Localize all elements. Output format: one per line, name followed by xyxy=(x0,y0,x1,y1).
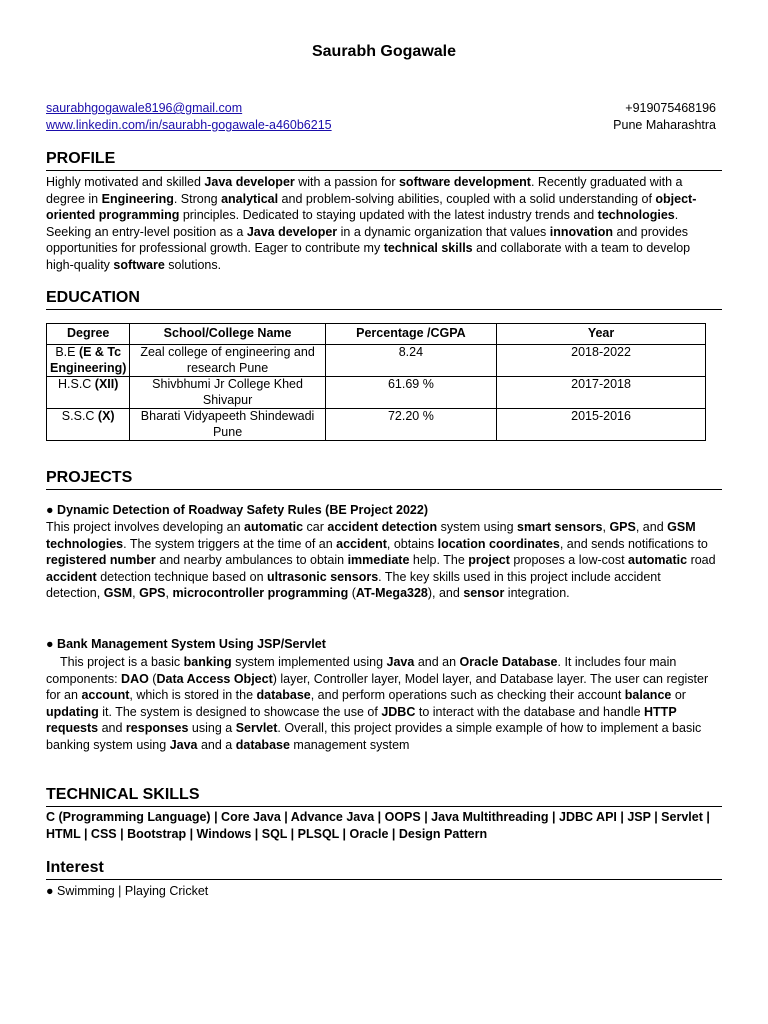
bold-text: Servlet xyxy=(235,721,278,736)
projects-heading: PROJECTS xyxy=(46,469,722,490)
project-name: Bank Management System Using JSP/Servlet xyxy=(57,637,326,651)
bold-text: database xyxy=(256,688,311,703)
table-row xyxy=(47,409,706,441)
bold-text: registered number xyxy=(46,553,156,568)
bold-text: GPS xyxy=(609,520,636,534)
bold-text: analytical xyxy=(221,191,279,206)
col-degree: Degree xyxy=(47,324,130,345)
bold-text: accident detection xyxy=(327,520,438,534)
project-name: Dynamic Detection of Roadway Safety Rules (BE Project 2022) xyxy=(57,503,428,517)
bold-text: accident xyxy=(46,569,97,584)
project-title xyxy=(46,503,428,517)
bold-text: Java developer xyxy=(204,175,295,189)
bold-text: automatic xyxy=(628,553,688,568)
degree-cell: B.E (E & Tc Engineering) xyxy=(47,345,130,377)
bold-text: JDBC xyxy=(381,704,416,719)
linkedin-link[interactable]: www.linkedin.com/in/saurabh-gogawale-a460b6215 xyxy=(46,118,332,132)
project-description: This project is a basic banking system implemented using Java and an Oracle Database. It includes four main components: DAO (Data Access Object) layer, Controller layer, Model layer, and Database layer. The user can register for an account, which is stored in the database, and perform operations such as checking their account balance or updating it. The system is designed to showcase the use of JDBC to interact with the database and handle HTTP requests and responses using a Servlet. Overall, this project provides a simple example of how to implement a basic banking system using Java and a database management system xyxy=(46,655,709,752)
year-cell: 2015-2016 xyxy=(497,409,706,441)
school-cell: Bharati Vidyapeeth Shindewadi Pune xyxy=(130,409,325,441)
interest-text: Swimming | Playing Cricket xyxy=(57,884,209,898)
bold-text: DAO xyxy=(121,671,149,686)
bold-text: (E & Tc Engineering) xyxy=(50,345,127,375)
bold-text: technologies xyxy=(597,208,675,223)
bold-text: Java xyxy=(386,655,415,669)
bold-text: object-oriented programming xyxy=(46,191,697,223)
bold-text: project xyxy=(468,553,510,568)
col-percentage: Percentage /CGPA xyxy=(325,324,496,345)
email-link[interactable]: saurabhgogawale8196@gmail.com xyxy=(46,101,243,115)
education-header-row xyxy=(47,324,706,345)
interest-heading: Interest xyxy=(46,859,722,880)
contact-info xyxy=(613,100,716,134)
score-cell: 72.20 % xyxy=(325,409,496,441)
score-cell: 61.69 % xyxy=(325,377,496,409)
bold-text: Java xyxy=(169,737,198,752)
education-heading: EDUCATION xyxy=(46,289,722,310)
bold-text: innovation xyxy=(549,224,613,239)
location: Pune Maharashtra xyxy=(613,118,716,132)
bold-text: ultrasonic sensors xyxy=(267,569,379,584)
project-title xyxy=(46,637,326,651)
degree-cell: H.S.C (XII) xyxy=(47,377,130,409)
profile-text: Highly motivated and skilled Java developer with a passion for software development. Recently graduated with a degree in Engineering. Strong analytical and problem-solving abilities, coupled with a solid understanding of object-oriented programming principles. Dedicated to staying updated with the latest industry trends and technologies. Seeking an entry-level position as a Java developer in a dynamic organization that values innovation and provides opportunities for professional growth. Eager to contribute my technical skills and collaborate with a team to develop high-quality software solutions. xyxy=(46,175,697,272)
year-cell: 2017-2018 xyxy=(497,377,706,409)
bold-text: GSM technologies xyxy=(46,520,696,551)
bold-text: updating xyxy=(46,704,99,719)
bold-text: balance xyxy=(624,688,672,703)
bold-text: sensor xyxy=(463,586,505,601)
education-table xyxy=(46,323,706,441)
col-year: Year xyxy=(497,324,706,345)
bold-text: HTTP requests xyxy=(46,704,677,736)
bold-text: microcontroller programming xyxy=(172,586,349,601)
table-row xyxy=(47,345,706,377)
school-cell: Zeal college of engineering and research Pune xyxy=(130,345,325,377)
bold-text: Oracle Database xyxy=(459,655,558,669)
bold-text: automatic xyxy=(244,520,304,534)
bold-text: immediate xyxy=(347,553,410,568)
bold-text: technical skills xyxy=(383,241,473,256)
bold-text: responses xyxy=(125,721,189,736)
bullet-icon: ● xyxy=(46,503,54,517)
project-description: This project involves developing an automatic car accident detection system using smart sensors, GPS, and GSM technologies. The system triggers at the time of an accident, obtains location coordinates, and sends notifications to registered number and nearby ambulances to obtain immediate help. The project proposes a low-cost automatic road accident detection technique based on ultrasonic sensors. The key skills used in this project include accident detection, GSM, GPS, microcontroller programming (AT-Mega328), and sensor integration. xyxy=(46,520,716,601)
bold-text: location coordinates xyxy=(437,536,560,551)
candidate-name: Saurabh Gogawale xyxy=(311,43,457,60)
school-cell: Shivbhumi Jr College Khed Shivapur xyxy=(130,377,325,409)
bold-text: database xyxy=(235,737,290,752)
bold-text: AT-Mega328 xyxy=(355,586,428,601)
bold-text: Engineering xyxy=(101,191,174,206)
bold-text: GPS xyxy=(139,586,166,601)
bold-text: (X) xyxy=(97,409,115,423)
contact-links xyxy=(46,100,332,134)
bullet-icon: ● xyxy=(46,637,54,651)
year-cell: 2018-2022 xyxy=(497,345,706,377)
col-school: School/College Name xyxy=(130,324,325,345)
bold-text: Java developer xyxy=(246,224,338,239)
bold-text: software xyxy=(113,257,165,272)
table-row xyxy=(47,377,706,409)
skills-heading: TECHNICAL SKILLS xyxy=(46,786,722,807)
score-cell: 8.24 xyxy=(325,345,496,377)
degree-cell: S.S.C (X) xyxy=(47,409,130,441)
bold-text: software development xyxy=(398,175,531,189)
bold-text: Data Access Object xyxy=(156,671,273,686)
phone-number: +919075468196 xyxy=(625,101,716,115)
bold-text: account xyxy=(81,688,130,703)
interest-list xyxy=(46,884,208,898)
skills-list: C (Programming Language) | Core Java | Advance Java | OOPS | Java Multithreading | JDBC API | JSP | Servlet | HTML | CSS | Bootstrap | Windows | SQL | PLSQL | Oracle | Design Pattern xyxy=(46,810,710,841)
bold-text: banking xyxy=(183,655,232,669)
bullet-icon: ● xyxy=(46,884,54,898)
bold-text: GSM xyxy=(103,586,133,601)
bold-text: accident xyxy=(336,536,387,551)
bold-text: smart sensors xyxy=(517,520,603,534)
profile-heading: PROFILE xyxy=(46,150,722,171)
bold-text: (XII) xyxy=(94,377,119,391)
